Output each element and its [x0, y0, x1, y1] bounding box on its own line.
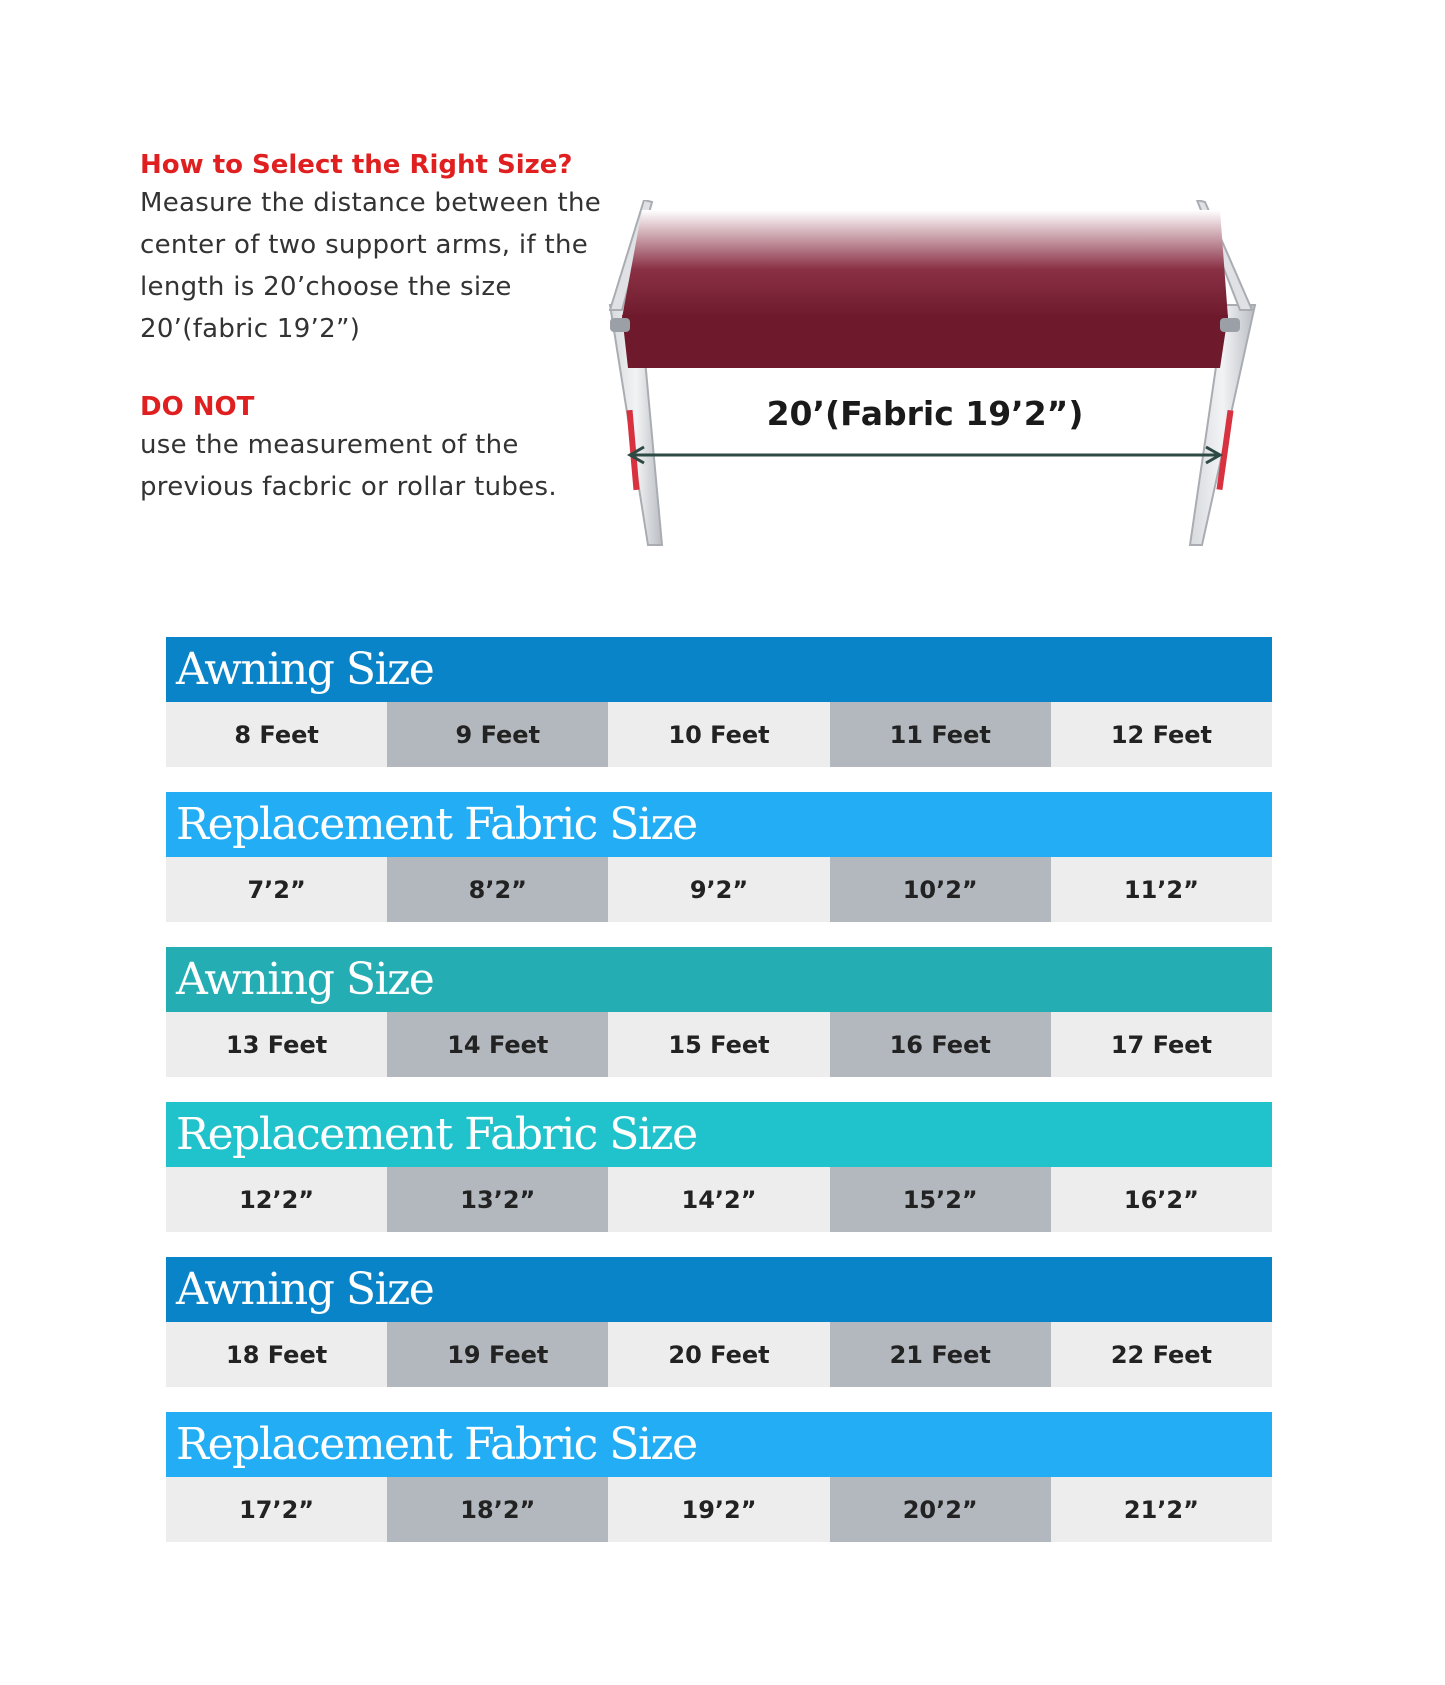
size-chart [166, 637, 1272, 1542]
size-table [166, 1257, 1272, 1387]
size-table [166, 1412, 1272, 1542]
size-cell: 20’2” [830, 1477, 1051, 1542]
size-row [166, 1167, 1272, 1232]
size-cell: 18 Feet [166, 1322, 387, 1387]
size-cell: 17’2” [166, 1477, 387, 1542]
instruction-line: length is 20’choose the size [140, 272, 512, 302]
measurement-arrow [630, 447, 1220, 463]
size-cell: 20 Feet [608, 1322, 829, 1387]
awning-size-header: Awning Size [166, 1257, 1272, 1322]
warning-line: previous facbric or rollar tubes. [140, 472, 557, 502]
size-cell: 16’2” [1051, 1167, 1272, 1232]
size-cell: 21 Feet [830, 1322, 1051, 1387]
measurement-label: 20’(Fabric 19’2”) [766, 394, 1084, 433]
size-cell: 8’2” [387, 857, 608, 922]
size-cell: 17 Feet [1051, 1012, 1272, 1077]
size-cell: 11 Feet [830, 702, 1051, 767]
size-cell: 22 Feet [1051, 1322, 1272, 1387]
size-guide-intro [140, 148, 630, 508]
size-cell: 9 Feet [387, 702, 608, 767]
size-row [166, 1012, 1272, 1077]
size-cell: 9’2” [608, 857, 829, 922]
warning-heading: DO NOT [140, 392, 255, 422]
size-cell: 12 Feet [1051, 702, 1272, 767]
awning-fabric [610, 210, 1240, 368]
size-cell: 19 Feet [387, 1322, 608, 1387]
size-cell: 11’2” [1051, 857, 1272, 922]
size-table [166, 637, 1272, 767]
warning-line: use the measurement of the [140, 430, 519, 460]
size-cell: 21’2” [1051, 1477, 1272, 1542]
size-cell: 13 Feet [166, 1012, 387, 1077]
size-table [166, 947, 1272, 1077]
awning-illustration [600, 200, 1340, 600]
instruction-line: 20’(fabric 19’2”) [140, 314, 361, 344]
size-cell: 10’2” [830, 857, 1051, 922]
fabric-size-header: Replacement Fabric Size [166, 1412, 1272, 1477]
fabric-size-header: Replacement Fabric Size [166, 1102, 1272, 1167]
size-cell: 14 Feet [387, 1012, 608, 1077]
size-cell: 18’2” [387, 1477, 608, 1542]
awning-size-header: Awning Size [166, 637, 1272, 702]
size-cell: 19’2” [608, 1477, 829, 1542]
awning-diagram [600, 200, 1340, 600]
size-cell: 15 Feet [608, 1012, 829, 1077]
size-cell: 16 Feet [830, 1012, 1051, 1077]
size-row [166, 702, 1272, 767]
instruction-line: center of two support arms, if the [140, 230, 589, 260]
instruction-line: Measure the distance between the [140, 188, 602, 218]
how-to-heading: How to Select the Right Size? [140, 150, 573, 180]
size-cell: 8 Feet [166, 702, 387, 767]
size-cell: 10 Feet [608, 702, 829, 767]
size-cell: 14’2” [608, 1167, 829, 1232]
size-row [166, 1322, 1272, 1387]
size-cell: 12’2” [166, 1167, 387, 1232]
awning-size-header: Awning Size [166, 947, 1272, 1012]
size-table [166, 792, 1272, 922]
fabric-size-header: Replacement Fabric Size [166, 792, 1272, 857]
size-table [166, 1102, 1272, 1232]
size-cell: 13’2” [387, 1167, 608, 1232]
size-row [166, 857, 1272, 922]
size-cell: 15’2” [830, 1167, 1051, 1232]
size-row [166, 1477, 1272, 1542]
size-cell: 7’2” [166, 857, 387, 922]
